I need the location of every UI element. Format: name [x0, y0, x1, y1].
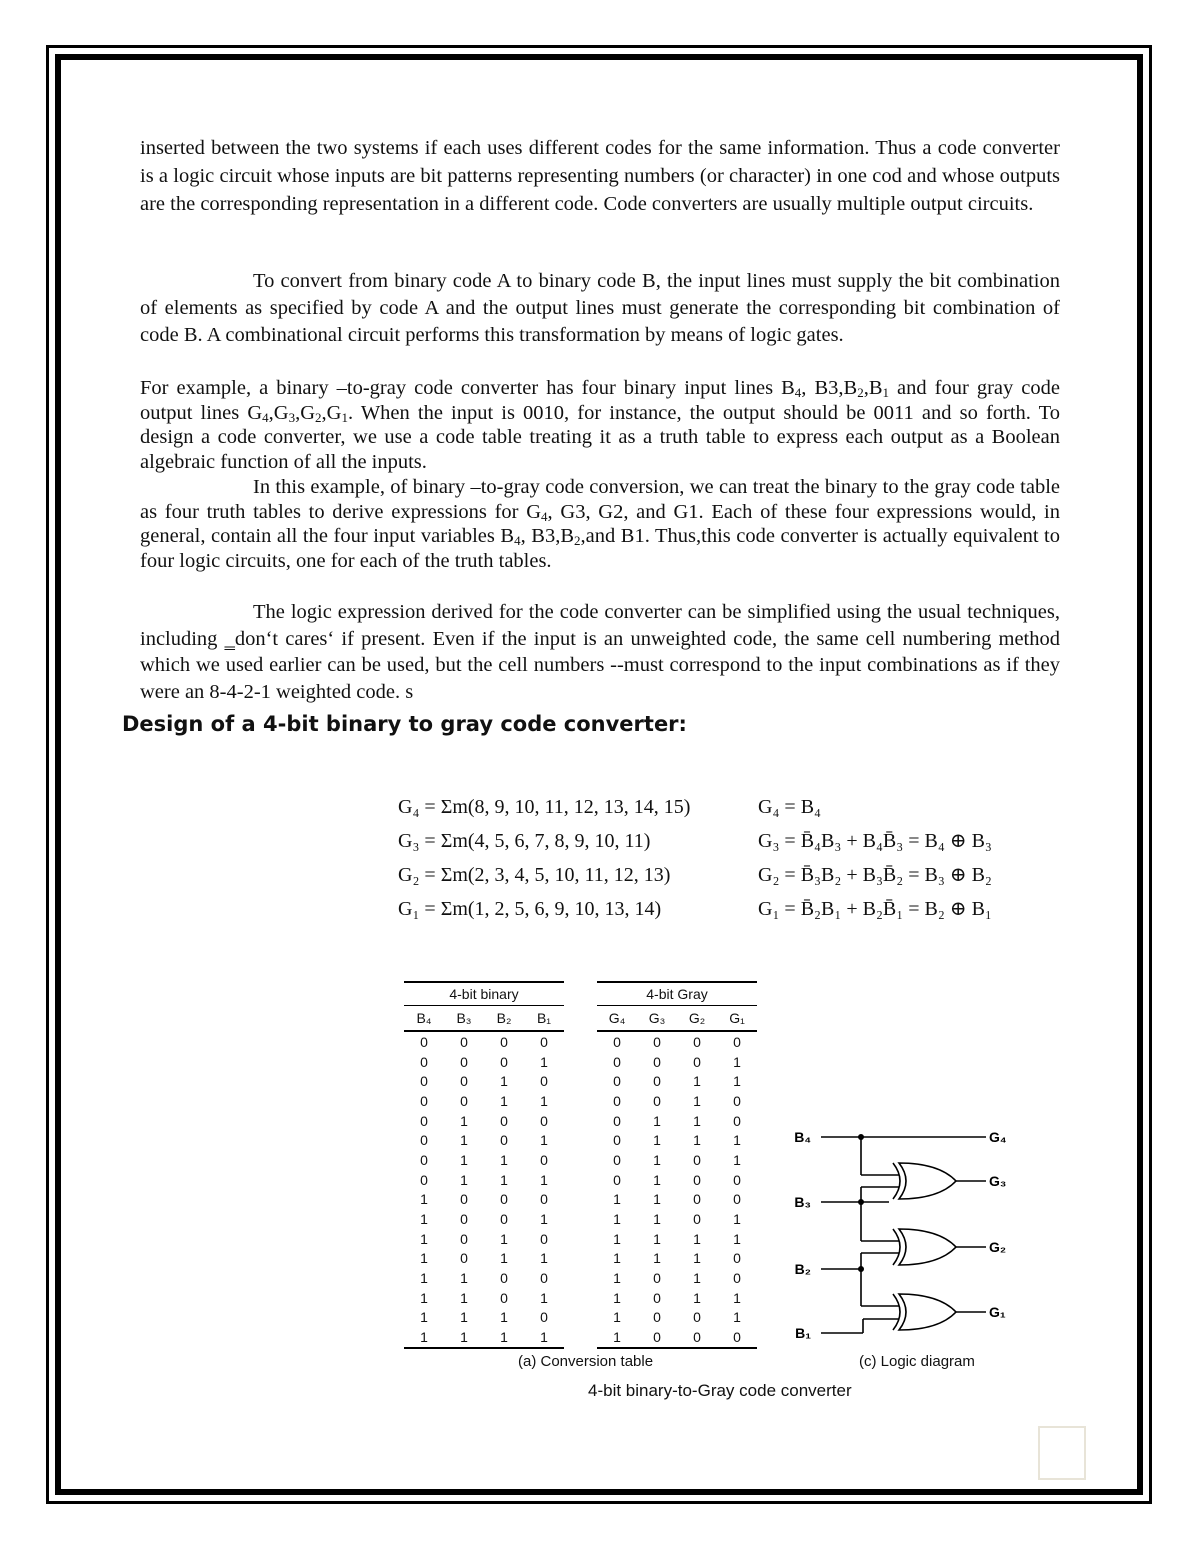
- table-cell: 0: [460, 1211, 468, 1228]
- caption-conversion-table: (a) Conversion table: [518, 1353, 654, 1370]
- converter-figure: [400, 975, 1007, 1415]
- input-label-b3: B₃: [794, 1194, 811, 1210]
- table-cell: 0: [653, 1053, 661, 1070]
- table-cell: 1: [500, 1250, 508, 1267]
- table-cell: 0: [613, 1171, 621, 1188]
- table-cell: 0: [460, 1191, 468, 1208]
- table-cell: 1: [613, 1250, 621, 1267]
- table-cell: 0: [420, 1171, 428, 1188]
- section-heading: Design of a 4-bit binary to gray code converter:: [122, 712, 687, 736]
- table-cell: 1: [460, 1112, 468, 1129]
- table-cell: 0: [460, 1092, 468, 1109]
- table-cell: 0: [460, 1073, 468, 1090]
- input-label-b2: B₂: [794, 1261, 811, 1277]
- table-cell: 1: [404, 1327, 444, 1348]
- table-cell: 1: [693, 1270, 701, 1287]
- minterm-expression: G₁ = Σm(1, 2, 5, 6, 9, 10, 13, 14): [398, 898, 662, 920]
- table-cell: 0: [653, 1073, 661, 1090]
- table-cell: 0: [500, 1132, 508, 1149]
- table-cell: 0: [733, 1033, 741, 1050]
- table-cell: 1: [500, 1309, 508, 1326]
- table-cell: 1: [733, 1211, 741, 1228]
- table-cell: 1: [653, 1250, 661, 1267]
- table-cell: 1: [420, 1250, 428, 1267]
- table-cell: 0: [540, 1191, 548, 1208]
- table-cell: 0: [613, 1132, 621, 1149]
- table-cell: 0: [653, 1033, 661, 1050]
- output-label-g4: G₄: [989, 1129, 1007, 1145]
- table-cell: 0: [420, 1132, 428, 1149]
- column-header: B₄: [404, 1006, 444, 1032]
- table-cell: 0: [460, 1033, 468, 1050]
- table-cell: 0: [653, 1309, 661, 1326]
- table-cell: 0: [613, 1033, 621, 1050]
- table-cell: 1: [653, 1230, 661, 1247]
- table-cell: 0: [733, 1250, 741, 1267]
- column-header: B₁: [524, 1006, 564, 1032]
- table-cell: 0: [733, 1191, 741, 1208]
- page-number-box: [1038, 1426, 1086, 1480]
- table-cell: 0: [420, 1053, 428, 1070]
- table-row: [404, 1150, 757, 1170]
- table-cell: 0: [613, 1073, 621, 1090]
- table-row: [404, 1071, 757, 1091]
- table-cell: 1: [540, 1053, 548, 1070]
- column-header: G₃: [637, 1006, 677, 1032]
- table-cell: 1: [693, 1132, 701, 1149]
- table-cell: 1: [693, 1092, 701, 1109]
- table-cell: 0: [677, 1327, 717, 1348]
- table-cell: 1: [733, 1073, 741, 1090]
- table-cell: 0: [420, 1092, 428, 1109]
- table-cell: 1: [613, 1211, 621, 1228]
- paragraph-2: To convert from binary code A to binary code B, the input lines must supply the bit combination of elements as specified by code A and the output lines must generate the corresponding bit combination of code B. A combinational circuit performs this transformation by means of logic gates.: [140, 270, 1060, 346]
- table-cell: 1: [653, 1112, 661, 1129]
- paragraph-3: For example, a binary –to-gray code converter has four binary input lines $B_4$, $B3,B_2,B_1$ and four gray code output lines $G_4,G_3,G_2,G_1$. When the input is 0010, for instance, the output should be 0011 and so forth. To design a code converter, we use a code table treating it as a truth table to express each output as a Boolean algebraic function of all the inputs.: [140, 377, 1060, 473]
- table-cell: 0: [693, 1151, 701, 1168]
- minterm-equations: [398, 790, 992, 926]
- table-cell: 0: [733, 1270, 741, 1287]
- table-cell: 1: [540, 1132, 548, 1149]
- table-cell: 1: [613, 1289, 621, 1306]
- equation-row: [398, 892, 992, 926]
- table-cell: 1: [460, 1289, 468, 1306]
- table-cell: 0: [613, 1053, 621, 1070]
- junction-dot: [858, 1266, 864, 1272]
- table-cell: 1: [420, 1230, 428, 1247]
- table-cell: 1: [460, 1151, 468, 1168]
- table-cell: 0: [637, 1327, 677, 1348]
- simplified-expression: G₃ = B̄₄B₃ + B₄B̄₃ = B₄ ⊕ B₃: [758, 830, 992, 852]
- simplified-expression: G₄ = B₄: [758, 796, 822, 818]
- table-cell: 1: [597, 1327, 637, 1348]
- paragraph-4: In this example, of binary –to-gray code conversion, we can treat the binary to the gray code table as four truth tables to derive expressions for $G_4$, G3, G2, and G1. Each of these four expressions would, in general, contain all the four input variables $B_4$, $B3,B_2,and$ B1. Thus,this code converter is actually equivalent to four logic circuits, one for each of the truth tables.: [140, 476, 1061, 572]
- table-cell: 0: [460, 1230, 468, 1247]
- caption-logic-diagram: (c) Logic diagram: [859, 1353, 975, 1370]
- table-cell: 1: [733, 1053, 741, 1070]
- table-cell: 1: [540, 1092, 548, 1109]
- table-cell: 1: [613, 1191, 621, 1208]
- table-cell: 0: [693, 1033, 701, 1050]
- table-cell: 0: [613, 1092, 621, 1109]
- minterm-expression: G₃ = Σm(4, 5, 6, 7, 8, 9, 10, 11): [398, 830, 651, 852]
- table-cell: 1: [500, 1092, 508, 1109]
- minterm-expression: G₂ = Σm(2, 3, 4, 5, 10, 11, 12, 13): [398, 864, 671, 886]
- column-header: B₃: [444, 1006, 484, 1032]
- table-cell: 1: [500, 1171, 508, 1188]
- table-cell: 0: [653, 1270, 661, 1287]
- table-cell: 0: [693, 1171, 701, 1188]
- logic-diagram: [794, 1123, 1007, 1348]
- junction-dot: [858, 1199, 864, 1205]
- equation-row: [398, 858, 992, 892]
- table-cell: 1: [444, 1327, 484, 1348]
- table-cell: 1: [460, 1270, 468, 1287]
- table-row: [404, 1052, 757, 1072]
- table-cell: 0: [693, 1211, 701, 1228]
- table-cell: 0: [540, 1151, 548, 1168]
- table-cell: 0: [613, 1112, 621, 1129]
- table-row: [404, 1170, 757, 1190]
- table-cell: 1: [460, 1171, 468, 1188]
- table-cell: 1: [420, 1309, 428, 1326]
- table-cell: 1: [733, 1289, 741, 1306]
- table-cell: 0: [500, 1112, 508, 1129]
- paragraph-1: inserted between the two systems if each uses different codes for the same information. Thus a code converter is a logic circuit whose inputs are bit patterns representing numbers (or character) in one cod and whose outputs are the corresponding representation in a different code. Code converters are usually multiple output circuits.: [140, 137, 1060, 215]
- column-header: B₂: [484, 1006, 524, 1032]
- table-cell: 1: [500, 1073, 508, 1090]
- table-cell: 1: [540, 1289, 548, 1306]
- figure-caption: 4-bit binary-to-Gray code converter: [588, 1381, 852, 1400]
- table-row: [404, 1327, 757, 1348]
- input-label-b4: B₄: [794, 1129, 811, 1145]
- table-row: [404, 1249, 757, 1269]
- table-cell: 0: [540, 1112, 548, 1129]
- table-cell: 0: [540, 1033, 548, 1050]
- conversion-table: [404, 981, 757, 1349]
- column-header: G₁: [717, 1006, 757, 1032]
- table-cell: 0: [653, 1289, 661, 1306]
- table-row: [404, 1229, 757, 1249]
- equation-row: [398, 790, 992, 824]
- table-row: [404, 1288, 757, 1308]
- table-cell: 1: [733, 1309, 741, 1326]
- simplified-expression: G₁ = B̄₂B₁ + B₂B̄₁ = B₂ ⊕ B₁: [758, 898, 992, 920]
- table-cell: 0: [717, 1327, 757, 1348]
- equation-row: [398, 824, 992, 858]
- table-cell: 1: [420, 1211, 428, 1228]
- output-label-g2: G₂: [989, 1239, 1007, 1255]
- table-cell: 0: [500, 1289, 508, 1306]
- table-cell: 1: [460, 1132, 468, 1149]
- table-cell: 0: [540, 1309, 548, 1326]
- table-cell: 0: [733, 1112, 741, 1129]
- table-cell: 1: [420, 1289, 428, 1306]
- output-label-g3: G₃: [989, 1173, 1007, 1189]
- table-cell: 0: [500, 1053, 508, 1070]
- table-cell: 0: [420, 1151, 428, 1168]
- table-cell: 0: [653, 1092, 661, 1109]
- table-cell: 0: [500, 1191, 508, 1208]
- table-row: [404, 1091, 757, 1111]
- table-body: [404, 1031, 757, 1348]
- table-cell: 0: [460, 1053, 468, 1070]
- table-cell: 0: [693, 1309, 701, 1326]
- table-cell: 1: [693, 1073, 701, 1090]
- input-label-b1: B₁: [795, 1325, 811, 1341]
- table-cell: 1: [693, 1289, 701, 1306]
- table-cell: 1: [524, 1327, 564, 1348]
- table-cell: 1: [484, 1327, 524, 1348]
- output-label-g1: G₁: [989, 1304, 1006, 1320]
- table-cell: 1: [733, 1132, 741, 1149]
- table-cell: 0: [500, 1270, 508, 1287]
- table-row: [404, 1190, 757, 1210]
- table-cell: 1: [420, 1191, 428, 1208]
- table-cell: 0: [420, 1073, 428, 1090]
- table-cell: 1: [653, 1132, 661, 1149]
- table-cell: 1: [613, 1309, 621, 1326]
- table-cell: 0: [420, 1112, 428, 1129]
- simplified-expression: G₂ = B̄₃B₂ + B₃B̄₂ = B₃ ⊕ B₂: [758, 864, 992, 886]
- table-cell: 0: [460, 1250, 468, 1267]
- table-cell: 0: [613, 1151, 621, 1168]
- table-cell: 1: [613, 1270, 621, 1287]
- table-cell: 1: [693, 1112, 701, 1129]
- table-cell: 1: [500, 1230, 508, 1247]
- table-cell: 1: [540, 1171, 548, 1188]
- paragraph-5: The logic expression derived for the code converter can be simplified using the usual techniques, including ‗don‘t cares‘ if present. Even if the input is an unweighted code, the same cell numbering method which we used earlier can be used, but the cell numbers --must correspond to the input combinations as if they were an 8-4-2-1 weighted code. s: [140, 601, 1060, 703]
- table-cell: 1: [613, 1230, 621, 1247]
- table-cell: 0: [500, 1211, 508, 1228]
- table-cell: 1: [653, 1191, 661, 1208]
- table-cell: 1: [653, 1151, 661, 1168]
- table-cell: 0: [693, 1053, 701, 1070]
- table-cell: 0: [693, 1191, 701, 1208]
- table-cell: 1: [733, 1230, 741, 1247]
- table-cell: 1: [500, 1151, 508, 1168]
- table-cell: 0: [540, 1073, 548, 1090]
- table-cell: 1: [693, 1250, 701, 1267]
- group-header-binary: 4-bit binary: [404, 982, 564, 1006]
- table-cell: 1: [420, 1270, 428, 1287]
- table-cell: 1: [733, 1151, 741, 1168]
- table-cell: 0: [540, 1230, 548, 1247]
- table-cell: 1: [653, 1171, 661, 1188]
- table-row: [404, 1031, 757, 1052]
- table-row: [404, 1268, 757, 1288]
- table-cell: 1: [540, 1250, 548, 1267]
- table-row: [404, 1111, 757, 1131]
- table-cell: 0: [540, 1270, 548, 1287]
- table-row: [404, 1308, 757, 1328]
- table-row: [404, 1130, 757, 1150]
- table-cell: 1: [693, 1230, 701, 1247]
- table-row: [404, 1209, 757, 1229]
- table-cell: 0: [500, 1033, 508, 1050]
- column-header: G₂: [677, 1006, 717, 1032]
- table-cell: 0: [733, 1092, 741, 1109]
- column-header: G₄: [597, 1006, 637, 1032]
- table-cell: 1: [653, 1211, 661, 1228]
- group-header-gray: 4-bit Gray: [597, 982, 757, 1006]
- minterm-expression: G₄ = Σm(8, 9, 10, 11, 12, 13, 14, 15): [398, 796, 691, 818]
- table-cell: 0: [420, 1033, 428, 1050]
- table-cell: 1: [460, 1309, 468, 1326]
- table-cell: 0: [733, 1171, 741, 1188]
- junction-dot: [858, 1134, 864, 1140]
- table-cell: 1: [540, 1211, 548, 1228]
